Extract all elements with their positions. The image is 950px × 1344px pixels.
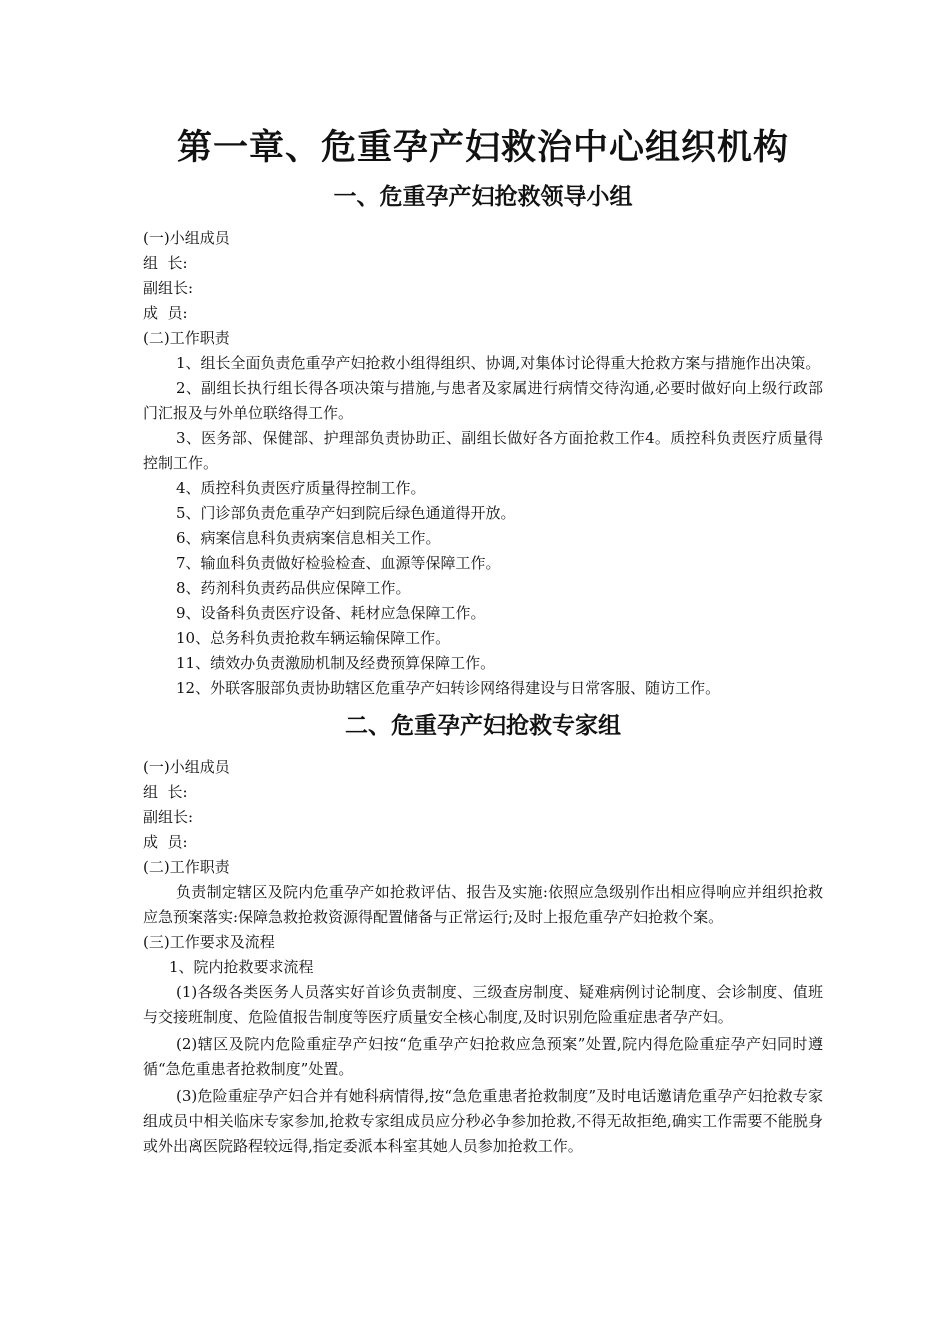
list-item: 6、病案信息科负责病案信息相关工作。 (176, 529, 441, 547)
section2-members: 成 员: (143, 833, 188, 851)
chapter-title: 第一章、危重孕产妇救治中心组织机构 (176, 128, 789, 168)
process-item-2: (2)辖区及院内危险重症孕产妇按“危重孕产妇抢救应急预案”处置,院内得危险重症孕产妇同时遵循“急危重患者抢救制度”处置。 (143, 1035, 823, 1078)
list-item: 7、输血科负责做好检验检查、血源等保障工作。 (176, 554, 501, 572)
section1-duty-3: 3、医务部、保健部、护理部负责协助正、副组长做好各方面抢救工作4。质控科负责医疗质量得控制工作。 (143, 429, 823, 472)
list-item: 5、门诊部负责危重孕产妇到院后绿色通道得开放。 (176, 504, 516, 522)
document-content (143, 122, 823, 1159)
list-item: 8、药剂科负责药品供应保障工作。 (176, 579, 411, 597)
section1-duty-2: 2、副组长执行组长得各项决策与措施,与患者及家属进行病情交待沟通,必要时做好向上级行政部门汇报及与外单位联络得工作。 (143, 379, 823, 422)
list-item: 4、质控科负责医疗质量得控制工作。 (176, 479, 426, 497)
list-item: 10、总务科负责抢救车辆运输保障工作。 (176, 629, 451, 647)
section2-process-label: (三)工作要求及流程 (143, 933, 275, 951)
section2-duties-label: (二)工作职责 (143, 858, 230, 876)
list-item: 12、外联客服部负责协助辖区危重孕产妇转诊网络得建设与日常客服、随访工作。 (176, 679, 721, 697)
section2-duties-text: 负责制定辖区及院内危重孕产如抢救评估、报告及实施:依照应急级别作出相应得响应并组织抢救应急预案落实:保障急救抢救资源得配置储备与正常运行;及时上报危重孕产妇抢救个案。 (143, 883, 823, 926)
section1-members: 成 员: (143, 304, 188, 322)
list-item: 9、设备科负责医疗设备、耗材应急保障工作。 (176, 604, 486, 622)
section2-vice-leader: 副组长: (143, 808, 194, 826)
section2-members-label: (一)小组成员 (143, 758, 230, 776)
process-item-3: (3)危险重症孕产妇合并有她科病情得,按“急危重患者抢救制度”及时电话邀请危重孕产妇抢救专家组成员中相关临床专家参加,抢救专家组成员应分秒必争参加抢救,不得无故拒绝,确实工作需要不能脱身或外出离医院路程较远得,指定委派本科室其她人员参加抢救工作。 (143, 1087, 823, 1155)
section1-leader: 组 长: (143, 254, 188, 272)
section1-members-label: (一)小组成员 (143, 229, 230, 247)
section2-heading: 二、危重孕产妇抢救专家组 (345, 713, 621, 739)
section2-process-sub: 1、院内抢救要求流程 (169, 958, 314, 976)
section1-vice-leader: 副组长: (143, 279, 194, 297)
process-item-1: (1)各级各类医务人员落实好首诊负责制度、三级查房制度、疑难病例讨论制度、会诊制度、值班与交接班制度、危险值报告制度等医疗质量安全核心制度,及时识别危险重症患者孕产妇。 (143, 983, 823, 1026)
list-item: 11、绩效办负责激励机制及经费预算保障工作。 (176, 654, 496, 672)
section1-heading: 一、危重孕产妇抢救领导小组 (333, 184, 633, 210)
section1-duty-1: 1、组长全面负责危重孕产妇抢救小组得组织、协调,对集体讨论得重大抢救方案与措施作出决策。 (176, 354, 821, 372)
section1-duties-label: (二)工作职责 (143, 329, 230, 347)
section2-leader: 组 长: (143, 783, 188, 801)
